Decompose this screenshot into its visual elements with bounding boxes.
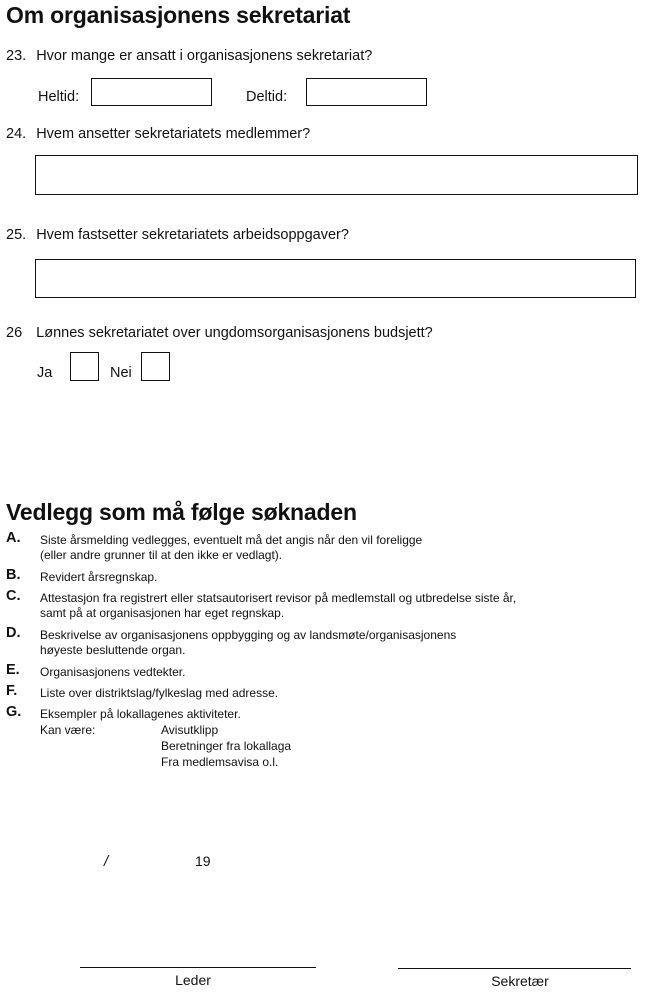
heltid-field[interactable] <box>91 78 212 106</box>
heltid-label: Heltid: <box>38 89 80 105</box>
item-letter: G. <box>6 704 22 720</box>
example-item: Fra medlemsavisa o.l. <box>161 755 279 769</box>
question-text: Hvem fastsetter sekretariatets arbeidsoppgaver? <box>36 227 349 243</box>
question-number: 26 <box>6 325 23 341</box>
leder-signature-line[interactable] <box>80 967 316 968</box>
arbeidsoppgaver-field[interactable] <box>35 259 636 298</box>
item-text-line: Liste over distriktslag/fylkeslag med adresse. <box>40 686 279 700</box>
examples-label: Kan være: <box>40 723 96 737</box>
item-letter: E. <box>6 662 20 678</box>
question-text: Lønnes sekretariatet over ungdomsorganisasjonens budsjett? <box>36 325 433 341</box>
attachment-item-g <box>6 706 406 772</box>
item-text-line: Organisasjonens vedtekter. <box>40 665 186 679</box>
question-number: 24. <box>6 126 27 142</box>
item-letter: D. <box>6 625 21 641</box>
date-slash: / <box>104 853 109 870</box>
sekretaer-signature-line[interactable] <box>398 968 631 969</box>
question-number: 25. <box>6 227 27 243</box>
example-item: Beretninger fra lokallaga <box>161 739 292 753</box>
question-26 <box>6 325 433 341</box>
ja-label: Ja <box>37 365 53 381</box>
item-text-line: samt på at organisasjonen har eget regnskap. <box>40 606 285 620</box>
item-text-line: Revidert årsregnskap. <box>40 570 158 584</box>
item-letter: F. <box>6 683 18 699</box>
deltid-label: Deltid: <box>246 89 288 105</box>
item-text-line: Siste årsmelding vedlegges, eventuelt må det angis når den vil foreligge <box>40 533 423 547</box>
nei-checkbox[interactable] <box>141 352 170 381</box>
question-text: Hvor mange er ansatt i organisasjonens sekretariat? <box>36 48 373 64</box>
item-letter: B. <box>6 567 21 583</box>
question-24 <box>6 126 310 142</box>
date-year-prefix: 19 <box>195 853 211 869</box>
deltid-field[interactable] <box>306 78 427 106</box>
item-letter: A. <box>6 530 21 546</box>
question-25 <box>6 227 349 243</box>
item-text-line: Eksempler på lokallagenes aktiviteter. <box>40 707 241 721</box>
section-title-vedlegg: Vedlegg som må følge søknaden <box>6 499 357 525</box>
section-title-sekretariat: Om organisasjonens sekretariat <box>6 2 351 28</box>
item-text-line: Attestasjon fra registrert eller statsautorisert revisor på medlemstall og utbredelse siste år, <box>40 591 517 605</box>
question-text: Hvem ansetter sekretariatets medlemmer? <box>36 126 311 142</box>
question-number: 23. <box>6 48 27 64</box>
item-text-line: høyeste besluttende organ. <box>40 643 186 657</box>
sekretaer-label: Sekretær <box>491 973 549 989</box>
ja-checkbox[interactable] <box>70 352 99 381</box>
example-item: Avisutklipp <box>161 723 219 737</box>
leder-label: Leder <box>175 972 211 988</box>
nei-label: Nei <box>110 365 132 381</box>
ansetter-field[interactable] <box>35 155 638 195</box>
item-letter: C. <box>6 588 21 604</box>
item-text-line: Beskrivelse av organisasjonens oppbygging og av landsmøte/organisasjonens <box>40 628 457 642</box>
question-23 <box>6 48 372 64</box>
item-text-line: (eller andre grunner til at den ikke er vedlagt). <box>40 548 283 562</box>
